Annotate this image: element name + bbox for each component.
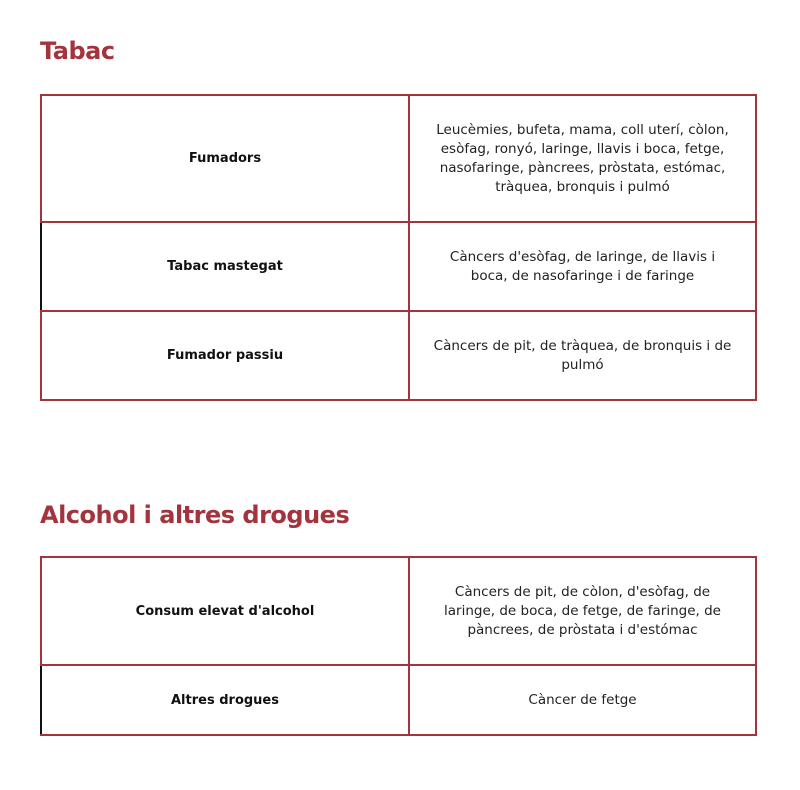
section-title-alcohol: Alcohol i altres drogues — [40, 501, 350, 529]
section-title-tabac: Tabac — [40, 37, 115, 65]
alcohol-table — [40, 556, 757, 736]
tabac-table — [40, 94, 757, 401]
row-label: Fumadors — [41, 95, 409, 222]
table-row — [41, 95, 756, 222]
row-text: Càncers de pit, de còlon, d'esòfag, de laringe, de boca, de fetge, de faringe, de pàncrees, de pròstata i d'estómac — [409, 557, 756, 665]
row-text: Càncers d'esòfag, de laringe, de llavis i boca, de nasofaringe i de faringe — [409, 222, 756, 311]
table-row — [41, 557, 756, 665]
row-label: Altres drogues — [41, 665, 409, 735]
row-text: Leucèmies, bufeta, mama, coll uterí, còlon, esòfag, ronyó, laringe, llavis i boca, fetge, nasofaringe, pàncrees, pròstata, estómac, tràquea, bronquis i pulmó — [409, 95, 756, 222]
table-row — [41, 222, 756, 311]
row-label: Tabac mastegat — [41, 222, 409, 311]
table-row — [41, 665, 756, 735]
table-row — [41, 311, 756, 400]
row-text: Càncers de pit, de tràquea, de bronquis i de pulmó — [409, 311, 756, 400]
row-text: Càncer de fetge — [409, 665, 756, 735]
row-label: Fumador passiu — [41, 311, 409, 400]
row-label: Consum elevat d'alcohol — [41, 557, 409, 665]
